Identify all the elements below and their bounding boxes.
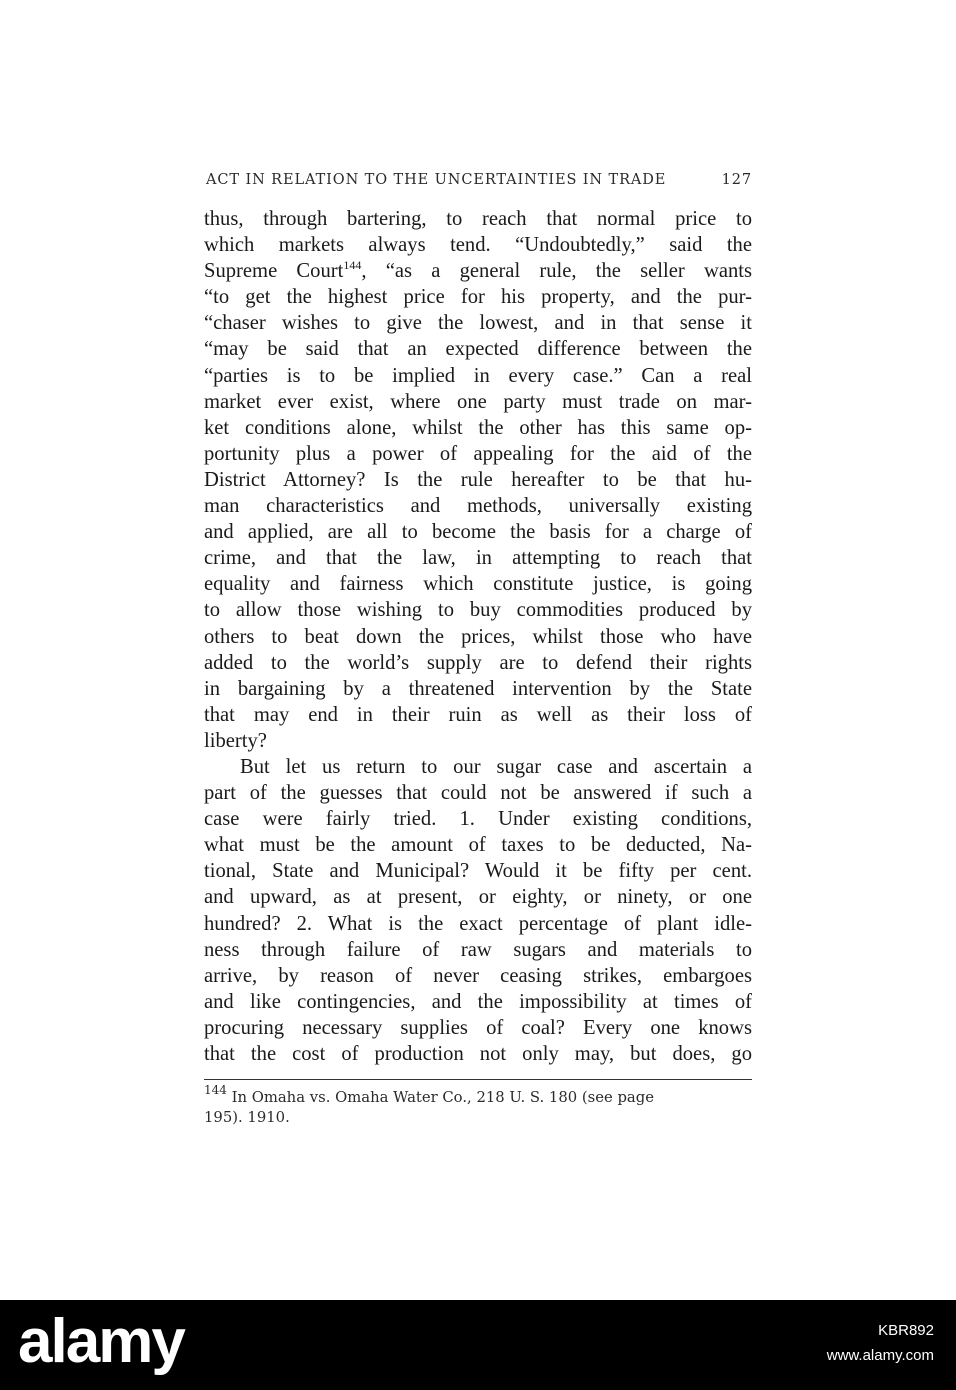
body-text — [204, 206, 752, 1067]
footnote-marker: 144 — [204, 1083, 227, 1097]
text-fragment: Supreme Court — [204, 260, 344, 283]
footnote-divider — [204, 1079, 752, 1080]
text-line: to allow those wishing to buy commodities produced by — [204, 599, 752, 622]
text-line: others to beat down the prices, whilst those who have — [204, 625, 752, 648]
text-line: market ever exist, where one party must trade on mar- — [204, 390, 752, 413]
footnote-line — [204, 1083, 752, 1108]
text-line: added to the world’s supply are to defend their rights — [204, 651, 752, 674]
text-line: hundred? 2. What is the exact percentage of plant idle- — [204, 912, 752, 935]
alamy-logo: alamy — [18, 1307, 184, 1376]
text-line: procuring necessary supplies of coal? Every one knows — [204, 1016, 752, 1039]
footnote — [204, 1083, 752, 1128]
text-line: portunity plus a power of appealing for the aid of the — [204, 442, 752, 465]
text-line: and applied, are all to become the basis for a charge of — [204, 521, 752, 544]
running-header — [206, 172, 752, 194]
site-url: www.alamy.com — [826, 1347, 934, 1364]
text-line: arrive, by reason of never ceasing strikes, embargoes — [204, 964, 752, 987]
text-line: in bargaining by a threatened intervention by the State — [204, 677, 752, 700]
text-line: case were fairly tried. 1. Under existing conditions, — [204, 808, 752, 831]
text-line: that may end in their ruin as well as their loss of — [204, 703, 752, 726]
text-line: and like contingencies, and the impossibility at times of — [204, 990, 752, 1013]
text-line: District Attorney? Is the rule hereafter to be that hu- — [204, 468, 752, 491]
text-fragment: , “as a general rule, the seller wants — [361, 260, 753, 283]
text-line: what must be the amount of taxes to be deducted, Na- — [204, 834, 752, 857]
text-line: part of the guesses that could not be answered if such a — [204, 782, 752, 805]
footnote-reference: 144 — [343, 258, 362, 273]
text-line: “to get the highest price for his property, and the pur- — [204, 286, 752, 309]
text-line: tional, State and Municipal? Would it be fifty per cent. — [204, 860, 752, 883]
page-number: 127 — [721, 172, 752, 188]
text-line: liberty? — [204, 729, 267, 752]
text-line: thus, through bartering, to reach that normal price to — [204, 208, 752, 230]
image-id: KBR892 — [878, 1322, 934, 1339]
text-line: ket conditions alone, whilst the other has this same op- — [204, 416, 752, 439]
text-line: “parties is to be implied in every case.” Can a real — [204, 364, 752, 387]
text-line: which markets always tend. “Undoubtedly,” said the — [204, 234, 752, 257]
text-line: equality and fairness which constitute justice, is going — [204, 573, 752, 596]
text-line: But let us return to our sugar case and ascertain a — [240, 755, 752, 778]
text-line: “may be said that an expected difference between the — [204, 338, 752, 361]
text-line: ness through failure of raw sugars and materials to — [204, 938, 752, 961]
text-line: crime, and that the law, in attempting to reach that — [204, 547, 752, 570]
text-line: and upward, as at present, or eighty, or ninety, or one — [204, 886, 752, 909]
footnote-text: In Omaha vs. Omaha Water Co., 218 U. S. 180 (see page — [231, 1089, 654, 1106]
text-line: “chaser wishes to give the lowest, and in that sense it — [204, 312, 752, 335]
text-line: that the cost of production not only may, but does, go — [204, 1043, 752, 1065]
text-line: man characteristics and methods, universally existing — [204, 495, 752, 518]
footnote-line: 195). 1910. — [204, 1109, 290, 1126]
text-line — [204, 258, 752, 284]
running-title: ACT IN RELATION TO THE UNCERTAINTIES IN TRADE — [206, 172, 667, 188]
